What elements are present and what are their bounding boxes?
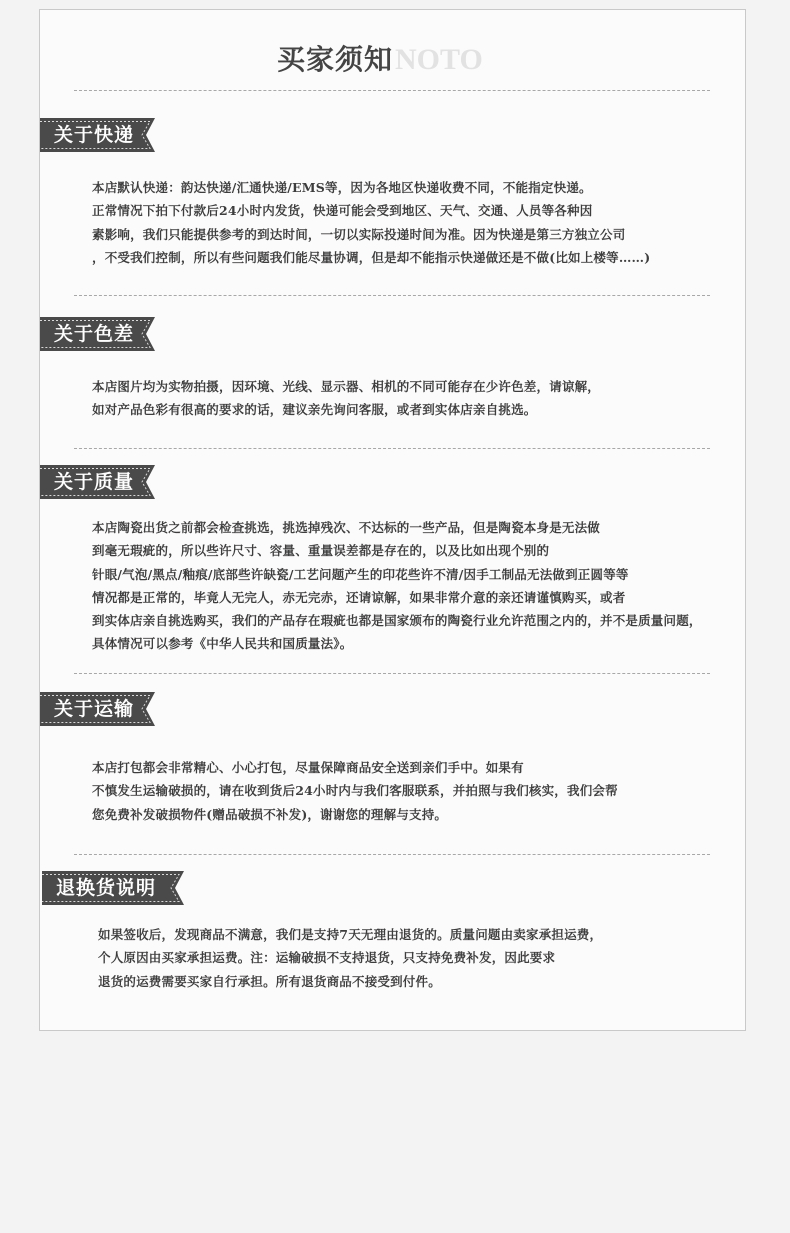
text-line: 情况都是正常的，毕竟人无完人，赤无完赤，还请谅解，如果非常介意的亲还请谨慎购买，或者: [92, 589, 626, 605]
page-title: [277, 40, 483, 84]
text-line: 到毫无瑕疵的，所以些许尺寸、容量、重量误差都是存在的，以及比如出现个别的: [92, 543, 550, 559]
section-tag-express: [40, 118, 155, 152]
section-tag-returns: [42, 871, 184, 905]
section-text-returns: [98, 923, 746, 993]
page-title-cn: 买家须知: [277, 43, 394, 76]
section-text-quality: [92, 516, 740, 656]
section-tag-label: 关于色差: [54, 323, 135, 345]
divider: [74, 854, 710, 855]
text-line: 您免费补发破损物件(赠品破损不补发)，谢谢您的理解与支持。: [92, 806, 448, 822]
notice-card: [39, 9, 746, 1031]
section-tag-label: 关于运输: [54, 698, 135, 720]
text-line: 如对产品色彩有很高的要求的话，建议亲先询问客服，或者到实体店亲自挑选。: [92, 402, 537, 418]
text-line: 退货的运费需要买家自行承担。所有退货商品不接受到付件。: [98, 973, 441, 989]
section-text-express: [92, 176, 740, 269]
text-line: 具体情况可以参考《中华人民共和国质量法》。: [92, 636, 353, 652]
section-tag-shipping: [40, 692, 155, 726]
page-title-en: NOTO: [395, 43, 483, 76]
text-line: 如果签收后，发现商品不满意，我们是支持7天无理由退货的。质量问题由卖家承担运费，: [98, 927, 603, 942]
text-line: 到实体店亲自挑选购买，我们的产品存在瑕疵也都是国家颁布的陶瓷行业允许范围之内的，并不是质量问题，: [92, 613, 702, 629]
text-line: 正常情况下拍下付款后24小时内发货，快递可能会受到地区、天气、交通、人员等各种因: [92, 203, 593, 219]
divider: [74, 673, 710, 674]
section-tag-label: 关于快递: [54, 124, 135, 146]
text-line: 本店打包都会非常精心、小心打包，尽量保障商品安全送到亲们手中。如果有: [92, 760, 524, 775]
text-line: 针眼/气泡/黑点/釉痕/底部些许缺瓷/工艺问题产生的印花些许不清/因手工制品无法做到正圆等等: [92, 566, 629, 582]
section-text-color: [92, 375, 740, 422]
text-line: 本店陶瓷出货之前都会检查挑选，挑选掉残次、不达标的一些产品，但是陶瓷本身是无法做: [92, 520, 601, 535]
section-tag-label: 退换货说明: [56, 877, 157, 899]
section-tag-quality: [40, 465, 155, 499]
text-line: 不慎发生运输破损的，请在收到货后24小时内与我们客服联系，并拍照与我们核实，我们会帮: [92, 783, 618, 799]
text-line: 本店默认快递：韵达快递/汇通快递/EMS等，因为各地区快递收费不同，不能指定快递。: [92, 180, 592, 195]
divider: [74, 448, 710, 449]
section-text-shipping: [92, 756, 740, 826]
text-line: ，不受我们控制，所以有些问题我们能尽量协调，但是却不能指示快递做还是不做(比如上楼等……): [92, 249, 651, 265]
divider: [74, 295, 710, 296]
section-tag-label: 关于质量: [54, 471, 135, 493]
text-line: 个人原因由买家承担运费。注：运输破损不支持退货，只支持免费补发，因此要求: [98, 950, 556, 966]
divider: [74, 90, 710, 91]
text-line: 素影响，我们只能提供参考的到达时间，一切以实际投递时间为准。因为快递是第三方独立公司: [92, 226, 626, 242]
text-line: 本店图片均为实物拍摄，因环境、光线、显示器、相机的不同可能存在少许色差，请谅解，: [92, 379, 601, 394]
section-tag-color: [40, 317, 155, 351]
